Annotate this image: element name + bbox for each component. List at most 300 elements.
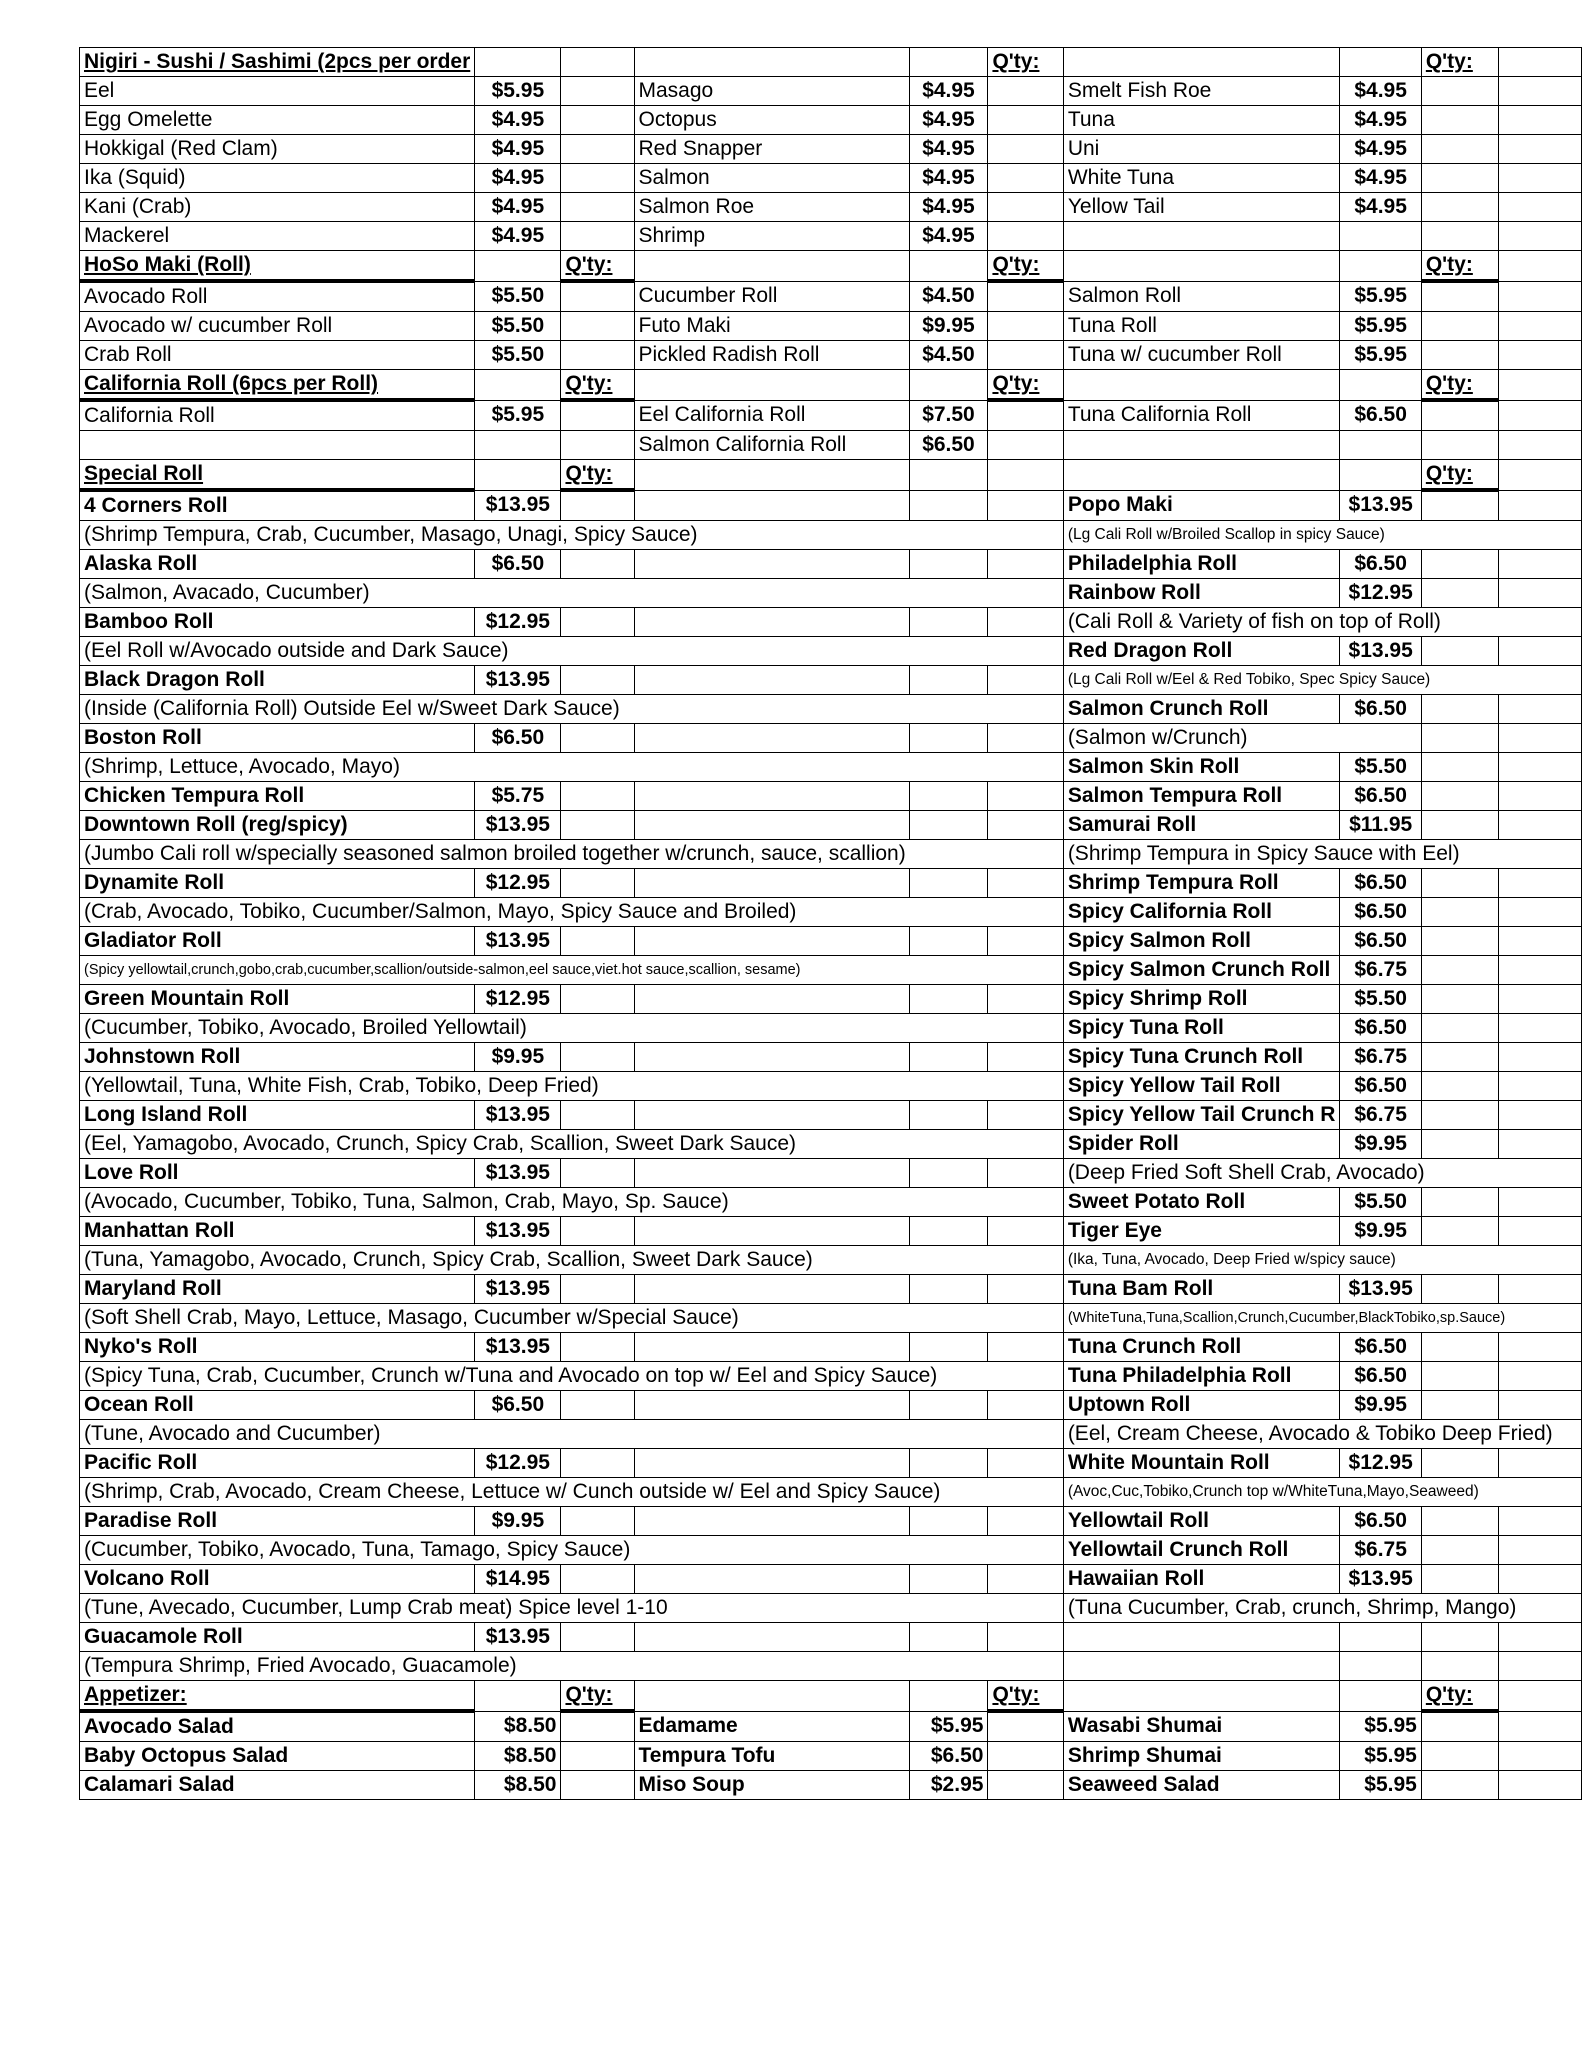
table-row <box>80 1565 1582 1594</box>
qty-cell[interactable] <box>988 341 1063 370</box>
roll-name: Spider Roll <box>1063 1130 1340 1159</box>
roll-name: Hawaiian Roll <box>1063 1565 1340 1594</box>
empty-cell <box>1499 341 1582 370</box>
roll-price: $13.95 <box>475 927 561 956</box>
table-row <box>80 956 1582 985</box>
qty-header: Q'ty: <box>1421 48 1498 77</box>
table-row <box>80 869 1582 898</box>
empty-cell <box>1340 251 1421 282</box>
roll-price: $6.50 <box>1340 550 1421 579</box>
roll-name: White Mountain Roll <box>1063 1449 1340 1478</box>
qty-cell[interactable] <box>561 811 634 840</box>
qty-cell[interactable] <box>561 985 634 1014</box>
empty-cell <box>988 550 1063 579</box>
empty-cell <box>634 782 909 811</box>
qty-cell[interactable] <box>561 193 634 222</box>
table-row <box>80 666 1582 695</box>
empty-cell <box>1499 460 1582 491</box>
section-title: Appetizer: <box>80 1681 475 1712</box>
table-row <box>80 1101 1582 1130</box>
qty-cell[interactable] <box>1421 1101 1498 1130</box>
empty-cell <box>909 1217 988 1246</box>
item-price: $5.50 <box>475 312 561 341</box>
roll-price: $11.95 <box>1340 811 1421 840</box>
empty-cell <box>475 370 561 401</box>
qty-cell[interactable] <box>561 1043 634 1072</box>
roll-name: Maryland Roll <box>80 1275 475 1304</box>
roll-price: $12.95 <box>1340 1449 1421 1478</box>
qty-cell[interactable] <box>1421 956 1498 985</box>
roll-name: Spicy California Roll <box>1063 898 1340 927</box>
item-name: Cucumber Roll <box>634 281 909 312</box>
roll-price: $13.95 <box>475 1623 561 1652</box>
roll-description: (Soft Shell Crab, Mayo, Lettuce, Masago, Cucumber w/Special Sauce) <box>80 1304 1064 1333</box>
qty-cell[interactable] <box>988 312 1063 341</box>
qty-cell[interactable] <box>1421 1275 1498 1304</box>
table-row <box>80 1130 1582 1159</box>
qty-cell[interactable] <box>988 431 1063 460</box>
empty-cell <box>1499 695 1582 724</box>
empty-cell <box>1499 1275 1582 1304</box>
qty-cell[interactable] <box>1421 135 1498 164</box>
item-price: $4.95 <box>475 106 561 135</box>
table-row <box>80 753 1582 782</box>
empty-cell <box>634 1391 909 1420</box>
empty-cell <box>634 985 909 1014</box>
qty-cell[interactable] <box>1421 1188 1498 1217</box>
table-row <box>80 1711 1582 1742</box>
empty-cell <box>634 869 909 898</box>
roll-name: Shrimp Tempura Roll <box>1063 869 1340 898</box>
roll-name: Gladiator Roll <box>80 927 475 956</box>
qty-cell[interactable] <box>1421 1217 1498 1246</box>
empty-cell <box>1499 1188 1582 1217</box>
roll-description: (Shrimp Tempura, Crab, Cucumber, Masago, Unagi, Spicy Sauce) <box>80 521 1064 550</box>
qty-cell[interactable] <box>988 164 1063 193</box>
item-price: $4.50 <box>909 281 988 312</box>
qty-cell[interactable] <box>1421 1014 1498 1043</box>
item-name: Pickled Radish Roll <box>634 341 909 370</box>
section-header-row <box>80 460 1582 491</box>
qty-cell[interactable] <box>1421 193 1498 222</box>
qty-cell[interactable] <box>561 724 634 753</box>
section-header-row <box>80 1681 1582 1712</box>
empty-cell <box>909 1623 988 1652</box>
empty-cell <box>988 1507 1063 1536</box>
qty-cell[interactable] <box>1421 222 1498 251</box>
qty-cell[interactable] <box>1421 77 1498 106</box>
item-name: Salmon <box>634 164 909 193</box>
qty-cell[interactable] <box>988 400 1063 431</box>
item-price: $8.50 <box>475 1711 561 1742</box>
qty-header: Q'ty: <box>561 370 634 401</box>
table-row <box>80 312 1582 341</box>
empty-cell <box>1499 1362 1582 1391</box>
qty-cell[interactable] <box>561 1391 634 1420</box>
empty-cell <box>1421 1652 1498 1681</box>
item-price <box>1340 222 1421 251</box>
roll-name: Yellowtail Roll <box>1063 1507 1340 1536</box>
qty-cell[interactable] <box>1421 490 1498 521</box>
qty-cell[interactable] <box>561 431 634 460</box>
table-row <box>80 431 1582 460</box>
roll-description: (Cali Roll & Variety of fish on top of Roll) <box>1063 608 1581 637</box>
empty-cell <box>1499 637 1582 666</box>
item-price: $4.95 <box>475 193 561 222</box>
item-price: $8.50 <box>475 1742 561 1771</box>
empty-cell <box>1499 77 1582 106</box>
qty-cell[interactable] <box>561 666 634 695</box>
empty-cell <box>634 811 909 840</box>
empty-cell <box>1340 48 1421 77</box>
roll-price: $9.95 <box>475 1043 561 1072</box>
item-price: $4.95 <box>1340 193 1421 222</box>
qty-cell[interactable] <box>561 1101 634 1130</box>
table-row <box>80 1420 1582 1449</box>
table-row <box>80 811 1582 840</box>
qty-cell[interactable] <box>1421 985 1498 1014</box>
qty-cell[interactable] <box>561 1449 634 1478</box>
item-name: Hokkigal (Red Clam) <box>80 135 475 164</box>
qty-cell[interactable] <box>1421 1130 1498 1159</box>
empty-cell <box>909 251 988 282</box>
qty-cell[interactable] <box>1421 1565 1498 1594</box>
qty-cell[interactable] <box>561 1771 634 1800</box>
roll-price: $6.75 <box>1340 1043 1421 1072</box>
qty-cell[interactable] <box>1421 550 1498 579</box>
item-name <box>80 431 475 460</box>
roll-name: Red Dragon Roll <box>1063 637 1340 666</box>
roll-name: Long Island Roll <box>80 1101 475 1130</box>
qty-cell[interactable] <box>561 1159 634 1188</box>
empty-cell <box>1499 1043 1582 1072</box>
empty-cell <box>1499 1014 1582 1043</box>
qty-cell[interactable] <box>988 193 1063 222</box>
roll-name: Spicy Tuna Crunch Roll <box>1063 1043 1340 1072</box>
roll-description: (Cucumber, Tobiko, Avocado, Tuna, Tamago, Spicy Sauce) <box>80 1536 1064 1565</box>
qty-cell[interactable] <box>1421 782 1498 811</box>
qty-cell[interactable] <box>561 1623 634 1652</box>
item-price: $4.95 <box>909 106 988 135</box>
empty-cell <box>1499 48 1582 77</box>
section-title: Nigiri - Sushi / Sashimi (2pcs per order <box>80 48 475 77</box>
roll-description: (Deep Fried Soft Shell Crab, Avocado) <box>1063 1159 1581 1188</box>
roll-price: $9.95 <box>1340 1391 1421 1420</box>
qty-cell[interactable] <box>1421 400 1498 431</box>
qty-cell[interactable] <box>561 135 634 164</box>
empty-cell <box>1063 1623 1340 1652</box>
qty-cell[interactable] <box>561 608 634 637</box>
empty-cell <box>1499 1333 1582 1362</box>
item-price: $5.95 <box>475 400 561 431</box>
roll-name: Samurai Roll <box>1063 811 1340 840</box>
qty-header: Q'ty: <box>988 1681 1063 1712</box>
qty-cell[interactable] <box>1421 1391 1498 1420</box>
item-price: $6.50 <box>909 431 988 460</box>
qty-cell[interactable] <box>561 1217 634 1246</box>
qty-cell[interactable] <box>561 1507 634 1536</box>
item-name: Edamame <box>634 1711 909 1742</box>
qty-cell[interactable] <box>988 1771 1063 1800</box>
roll-price: $6.50 <box>1340 782 1421 811</box>
table-row <box>80 1333 1582 1362</box>
qty-cell[interactable] <box>1421 1449 1498 1478</box>
empty-cell <box>1499 1536 1582 1565</box>
roll-price: $9.95 <box>1340 1130 1421 1159</box>
empty-cell <box>1499 1711 1582 1742</box>
roll-name: Alaska Roll <box>80 550 475 579</box>
roll-price: $5.75 <box>475 782 561 811</box>
item-price: $5.95 <box>475 77 561 106</box>
roll-name: Spicy Yellow Tail Roll <box>1063 1072 1340 1101</box>
empty-cell <box>1499 281 1582 312</box>
empty-cell <box>909 490 988 521</box>
empty-cell <box>909 782 988 811</box>
qty-cell[interactable] <box>1421 1742 1498 1771</box>
roll-price: $6.50 <box>1340 1507 1421 1536</box>
empty-cell <box>1063 460 1340 491</box>
roll-price: $13.95 <box>475 1333 561 1362</box>
table-row <box>80 521 1582 550</box>
qty-cell[interactable] <box>561 927 634 956</box>
empty-cell <box>1499 724 1582 753</box>
empty-cell <box>1421 724 1498 753</box>
table-row <box>80 1014 1582 1043</box>
empty-cell <box>1063 370 1340 401</box>
item-price: $5.95 <box>1340 1771 1421 1800</box>
empty-cell <box>634 724 909 753</box>
table-row <box>80 1246 1582 1275</box>
item-name: Seaweed Salad <box>1063 1771 1340 1800</box>
roll-description: (Tuna, Yamagobo, Avocado, Crunch, Spicy Crab, Scallion, Sweet Dark Sauce) <box>80 1246 1064 1275</box>
section-header-row <box>80 251 1582 282</box>
qty-cell[interactable] <box>988 77 1063 106</box>
empty-cell <box>909 1507 988 1536</box>
qty-cell[interactable] <box>561 312 634 341</box>
qty-cell[interactable] <box>988 1742 1063 1771</box>
qty-cell[interactable] <box>1421 1333 1498 1362</box>
qty-header: Q'ty: <box>988 48 1063 77</box>
roll-description: (Lg Cali Roll w/Eel & Red Tobiko, Spec Spicy Sauce) <box>1063 666 1581 695</box>
empty-cell <box>1499 1771 1582 1800</box>
roll-price: $6.75 <box>1340 1101 1421 1130</box>
qty-cell[interactable] <box>561 77 634 106</box>
qty-cell[interactable] <box>1421 281 1498 312</box>
empty-cell <box>1499 431 1582 460</box>
empty-cell <box>1340 370 1421 401</box>
item-name: Egg Omelette <box>80 106 475 135</box>
empty-cell <box>988 985 1063 1014</box>
item-price: $4.95 <box>475 135 561 164</box>
qty-cell[interactable] <box>988 222 1063 251</box>
empty-cell <box>634 48 909 77</box>
item-price: $6.50 <box>1340 400 1421 431</box>
item-name: Kani (Crab) <box>80 193 475 222</box>
qty-cell[interactable] <box>561 1742 634 1771</box>
item-price: $8.50 <box>475 1771 561 1800</box>
qty-cell[interactable] <box>561 1565 634 1594</box>
roll-price: $13.95 <box>475 1275 561 1304</box>
qty-cell[interactable] <box>1421 1536 1498 1565</box>
qty-cell[interactable] <box>561 1275 634 1304</box>
qty-cell[interactable] <box>1421 312 1498 341</box>
empty-cell <box>909 1565 988 1594</box>
empty-cell <box>475 1681 561 1712</box>
table-row <box>80 1275 1582 1304</box>
item-price: $5.95 <box>1340 1742 1421 1771</box>
table-row <box>80 1623 1582 1652</box>
qty-cell[interactable] <box>561 281 634 312</box>
empty-cell <box>1340 1681 1421 1712</box>
item-name: Tuna w/ cucumber Roll <box>1063 341 1340 370</box>
roll-name: Volcano Roll <box>80 1565 475 1594</box>
empty-cell <box>1499 1391 1582 1420</box>
empty-cell <box>1340 460 1421 491</box>
roll-description: (Salmon, Avacado, Cucumber) <box>80 579 1064 608</box>
item-name: Ika (Squid) <box>80 164 475 193</box>
roll-description: (Inside (California Roll) Outside Eel w/Sweet Dark Sauce) <box>80 695 1064 724</box>
qty-cell[interactable] <box>1421 1043 1498 1072</box>
qty-cell[interactable] <box>561 490 634 521</box>
item-price <box>475 431 561 460</box>
qty-cell[interactable] <box>1421 869 1498 898</box>
empty-cell <box>1499 135 1582 164</box>
roll-description: (Spicy yellowtail,crunch,gobo,crab,cucumber,scallion/outside-salmon,eel sauce,viet.hot sauce,scallion, sesame) <box>80 956 1064 985</box>
qty-cell[interactable] <box>1421 695 1498 724</box>
item-name: Eel <box>80 77 475 106</box>
roll-name: Spicy Tuna Roll <box>1063 1014 1340 1043</box>
item-price: $4.95 <box>909 193 988 222</box>
qty-cell[interactable] <box>1421 811 1498 840</box>
roll-description: (Salmon w/Crunch) <box>1063 724 1421 753</box>
empty-cell <box>909 1101 988 1130</box>
qty-cell[interactable] <box>1421 637 1498 666</box>
qty-cell[interactable] <box>561 341 634 370</box>
qty-header: Q'ty: <box>1421 1681 1498 1712</box>
empty-cell <box>1499 1101 1582 1130</box>
roll-price: $6.50 <box>1340 1072 1421 1101</box>
empty-cell <box>1499 811 1582 840</box>
empty-cell <box>634 1159 909 1188</box>
item-price: $9.95 <box>909 312 988 341</box>
qty-cell[interactable] <box>561 782 634 811</box>
qty-cell[interactable] <box>561 1333 634 1362</box>
item-price: $5.95 <box>1340 341 1421 370</box>
item-name: Avocado w/ cucumber Roll <box>80 312 475 341</box>
roll-price: $6.50 <box>1340 1014 1421 1043</box>
roll-name: Boston Roll <box>80 724 475 753</box>
empty-cell <box>1063 251 1340 282</box>
item-name <box>1063 222 1340 251</box>
item-name: Octopus <box>634 106 909 135</box>
roll-description: (Jumbo Cali roll w/specially seasoned salmon broiled together w/crunch, sauce, scallion) <box>80 840 1064 869</box>
empty-cell <box>634 1043 909 1072</box>
item-price: $5.50 <box>475 341 561 370</box>
qty-cell[interactable] <box>1421 431 1498 460</box>
item-name: Crab Roll <box>80 341 475 370</box>
qty-cell[interactable] <box>1421 898 1498 927</box>
qty-cell[interactable] <box>561 1711 634 1742</box>
table-row <box>80 927 1582 956</box>
roll-name: Spicy Salmon Crunch Roll <box>1063 956 1340 985</box>
qty-header: Q'ty: <box>1421 251 1498 282</box>
item-name: Avocado Salad <box>80 1711 475 1742</box>
qty-cell[interactable] <box>561 550 634 579</box>
item-name: Masago <box>634 77 909 106</box>
table-row <box>80 1536 1582 1565</box>
empty-cell <box>634 251 909 282</box>
roll-name: Spicy Yellow Tail Crunch R <box>1063 1101 1340 1130</box>
empty-cell <box>634 1449 909 1478</box>
empty-cell <box>1499 1217 1582 1246</box>
empty-cell <box>1499 1130 1582 1159</box>
empty-cell <box>1499 869 1582 898</box>
roll-name: Spicy Shrimp Roll <box>1063 985 1340 1014</box>
empty-cell <box>1499 1742 1582 1771</box>
roll-name: Bamboo Roll <box>80 608 475 637</box>
qty-cell[interactable] <box>1421 1362 1498 1391</box>
item-price: $4.95 <box>475 222 561 251</box>
item-price: $4.95 <box>909 135 988 164</box>
table-row <box>80 637 1582 666</box>
item-price: $4.95 <box>1340 106 1421 135</box>
qty-cell[interactable] <box>988 135 1063 164</box>
item-price: $5.95 <box>1340 1711 1421 1742</box>
roll-price: $13.95 <box>475 1217 561 1246</box>
empty-cell <box>988 1159 1063 1188</box>
qty-cell[interactable] <box>988 1711 1063 1742</box>
qty-cell[interactable] <box>988 281 1063 312</box>
empty-cell <box>1499 251 1582 282</box>
section-title: California Roll (6pcs per Roll) <box>80 370 475 401</box>
qty-cell[interactable] <box>561 400 634 431</box>
qty-cell[interactable] <box>1421 1771 1498 1800</box>
qty-cell[interactable] <box>1421 579 1498 608</box>
table-row <box>80 1043 1582 1072</box>
qty-cell[interactable] <box>988 106 1063 135</box>
empty-cell <box>909 460 988 491</box>
qty-cell[interactable] <box>561 164 634 193</box>
item-price: $2.95 <box>909 1771 988 1800</box>
empty-cell <box>988 490 1063 521</box>
qty-cell[interactable] <box>1421 164 1498 193</box>
qty-cell[interactable] <box>561 106 634 135</box>
table-row <box>80 193 1582 222</box>
table-row <box>80 985 1582 1014</box>
roll-price: $5.50 <box>1340 1188 1421 1217</box>
qty-cell[interactable] <box>1421 927 1498 956</box>
empty-cell <box>909 608 988 637</box>
qty-cell[interactable] <box>1421 1507 1498 1536</box>
qty-cell[interactable] <box>561 222 634 251</box>
table-row <box>80 1072 1582 1101</box>
item-name: Smelt Fish Roe <box>1063 77 1340 106</box>
roll-name: Tuna Crunch Roll <box>1063 1333 1340 1362</box>
table-row <box>80 1594 1582 1623</box>
qty-cell[interactable] <box>1421 1711 1498 1742</box>
qty-cell[interactable] <box>561 869 634 898</box>
qty-cell[interactable] <box>1421 1072 1498 1101</box>
roll-name: Johnstown Roll <box>80 1043 475 1072</box>
qty-cell[interactable] <box>1421 753 1498 782</box>
roll-description: (Ika, Tuna, Avocado, Deep Fried w/spicy sauce) <box>1063 1246 1581 1275</box>
empty-cell <box>1499 1623 1582 1652</box>
roll-description: (Tune, Avocado and Cucumber) <box>80 1420 1064 1449</box>
empty-cell <box>634 490 909 521</box>
empty-cell <box>1499 193 1582 222</box>
qty-cell[interactable] <box>1421 106 1498 135</box>
qty-cell[interactable] <box>1421 341 1498 370</box>
